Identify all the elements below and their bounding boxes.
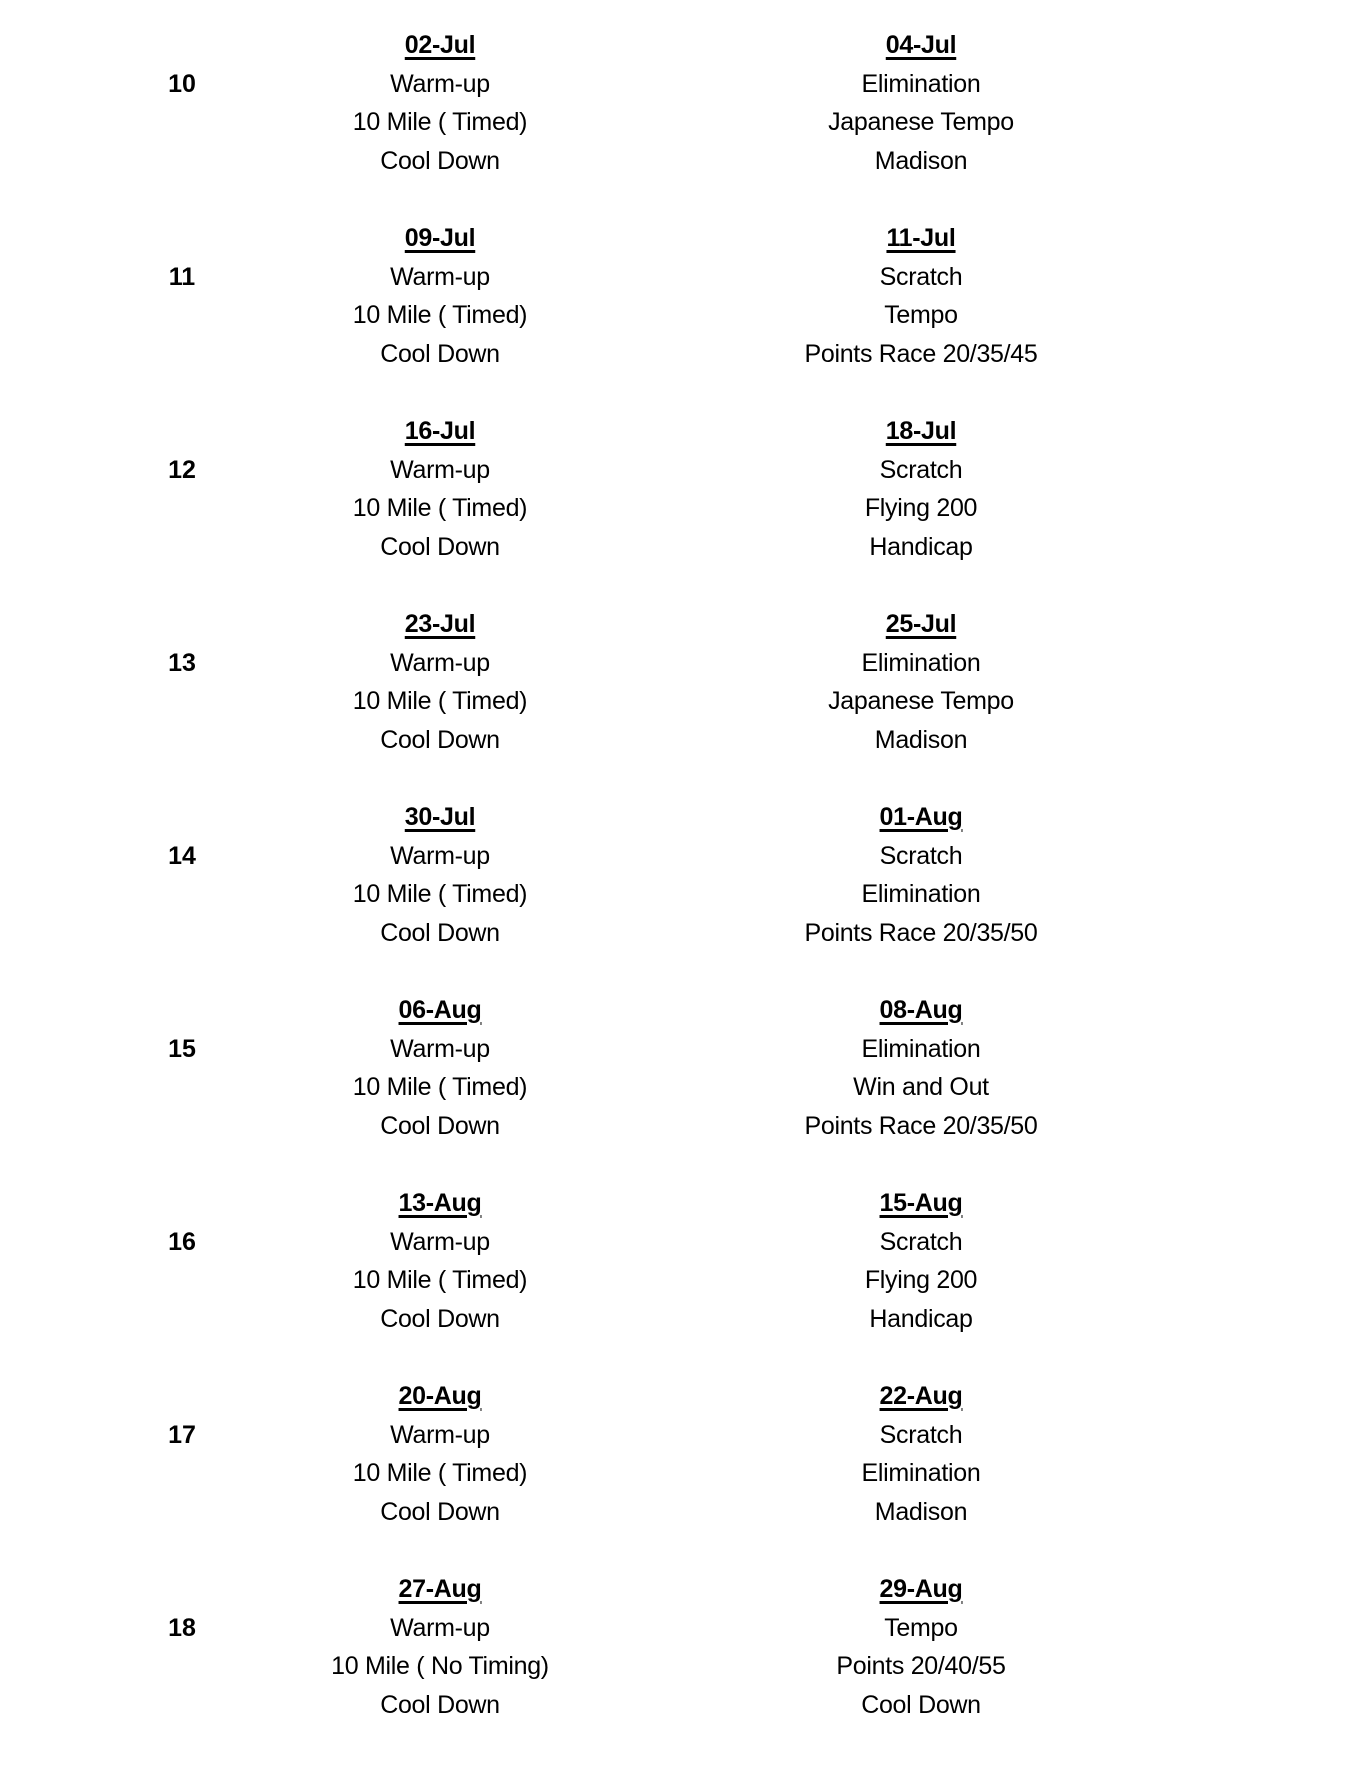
session-item: Cool Down	[380, 1111, 500, 1140]
session-day-1	[230, 26, 650, 180]
week-number: 14	[168, 841, 196, 870]
session-day-2	[711, 1377, 1131, 1531]
session-date: 09-Jul	[404, 224, 476, 252]
session-item: Cool Down	[380, 725, 500, 754]
week-number: 11	[168, 262, 196, 291]
session-item: Cool Down	[380, 918, 500, 947]
session-item: Warm-up	[390, 262, 490, 291]
session-item: Elimination	[861, 69, 981, 98]
session-item: Elimination	[861, 1459, 981, 1488]
session-item: Points 20/40/55	[836, 1652, 1006, 1681]
session-day-1	[230, 219, 650, 373]
session-item: 10 Mile ( Timed)	[352, 301, 528, 330]
session-item: 10 Mile ( Timed)	[352, 1073, 528, 1102]
session-item: 10 Mile ( Timed)	[352, 880, 528, 909]
week-block	[0, 26, 1368, 219]
session-item: Madison	[874, 725, 968, 754]
week-block	[0, 1570, 1368, 1763]
week-block	[0, 798, 1368, 991]
session-item: Warm-up	[390, 1227, 490, 1256]
session-date: 23-Jul	[404, 610, 476, 638]
session-item: Elimination	[861, 1034, 981, 1063]
session-item: Points Race 20/35/45	[804, 339, 1038, 368]
session-item: Warm-up	[390, 1420, 490, 1449]
session-day-2	[711, 1184, 1131, 1338]
session-item: Elimination	[861, 648, 981, 677]
session-item: 10 Mile ( Timed)	[352, 1459, 528, 1488]
week-block	[0, 412, 1368, 605]
session-item: Scratch	[879, 841, 963, 870]
session-item: Points Race 20/35/50	[804, 1111, 1038, 1140]
session-item: Japanese Tempo	[828, 108, 1014, 137]
session-day-2	[711, 798, 1131, 952]
week-block	[0, 1184, 1368, 1377]
session-day-1	[230, 605, 650, 759]
session-item: Warm-up	[390, 69, 490, 98]
session-date: 02-Jul	[404, 31, 476, 59]
session-date: 25-Jul	[885, 610, 957, 638]
session-item: Warm-up	[390, 455, 490, 484]
session-item: Cool Down	[380, 1690, 500, 1719]
session-date: 29-Aug	[879, 1575, 963, 1603]
week-block	[0, 605, 1368, 798]
session-item: Elimination	[861, 880, 981, 909]
session-item: Warm-up	[390, 841, 490, 870]
session-day-1	[230, 412, 650, 566]
session-date: 22-Aug	[879, 1382, 963, 1410]
week-number: 15	[168, 1034, 196, 1063]
session-day-2	[711, 991, 1131, 1145]
week-number: 13	[168, 648, 196, 677]
session-item: Japanese Tempo	[828, 687, 1014, 716]
session-day-2	[711, 219, 1131, 373]
week-number: 12	[168, 455, 196, 484]
week-block	[0, 219, 1368, 412]
session-date: 30-Jul	[404, 803, 476, 831]
session-day-1	[230, 1377, 650, 1531]
session-item: Scratch	[879, 262, 963, 291]
session-date: 15-Aug	[879, 1189, 963, 1217]
session-item: Flying 200	[864, 1266, 978, 1295]
session-item: Madison	[874, 146, 968, 175]
session-item: Handicap	[869, 532, 973, 561]
session-item: Scratch	[879, 455, 963, 484]
session-date: 16-Jul	[404, 417, 476, 445]
session-day-2	[711, 1570, 1131, 1724]
session-date: 18-Jul	[885, 417, 957, 445]
session-item: Tempo	[884, 301, 958, 330]
session-day-1	[230, 1184, 650, 1338]
session-day-1	[230, 991, 650, 1145]
week-number: 18	[168, 1613, 196, 1642]
session-date: 13-Aug	[398, 1189, 482, 1217]
week-block	[0, 1377, 1368, 1570]
session-item: Warm-up	[390, 1034, 490, 1063]
week-number: 10	[168, 69, 196, 98]
session-item: Scratch	[879, 1227, 963, 1256]
session-date: 20-Aug	[398, 1382, 482, 1410]
session-item: Warm-up	[390, 1613, 490, 1642]
session-item: Scratch	[879, 1420, 963, 1449]
session-day-2	[711, 26, 1131, 180]
session-date: 27-Aug	[398, 1575, 482, 1603]
session-item: 10 Mile ( No Timing)	[331, 1652, 549, 1681]
session-date: 11-Jul	[886, 224, 956, 252]
session-item: Warm-up	[390, 648, 490, 677]
session-item: Handicap	[869, 1304, 973, 1333]
week-block	[0, 991, 1368, 1184]
session-item: Points Race 20/35/50	[804, 918, 1038, 947]
session-item: Cool Down	[380, 146, 500, 175]
session-item: Cool Down	[380, 339, 500, 368]
session-item: 10 Mile ( Timed)	[352, 1266, 528, 1295]
session-item: Flying 200	[864, 494, 978, 523]
session-item: Cool Down	[380, 532, 500, 561]
session-item: 10 Mile ( Timed)	[352, 687, 528, 716]
session-item: Cool Down	[861, 1690, 981, 1719]
session-day-1	[230, 1570, 650, 1724]
week-number: 16	[168, 1227, 196, 1256]
week-number: 17	[168, 1420, 196, 1449]
session-item: Win and Out	[853, 1073, 989, 1102]
session-item: Cool Down	[380, 1304, 500, 1333]
session-day-2	[711, 412, 1131, 566]
session-item: 10 Mile ( Timed)	[352, 108, 528, 137]
session-item: 10 Mile ( Timed)	[352, 494, 528, 523]
session-date: 01-Aug	[879, 803, 963, 831]
session-item: Madison	[874, 1497, 968, 1526]
session-day-2	[711, 605, 1131, 759]
session-date: 04-Jul	[885, 31, 957, 59]
session-day-1	[230, 798, 650, 952]
session-item: Cool Down	[380, 1497, 500, 1526]
session-date: 06-Aug	[398, 996, 482, 1024]
session-date: 08-Aug	[879, 996, 963, 1024]
session-item: Tempo	[884, 1613, 958, 1642]
